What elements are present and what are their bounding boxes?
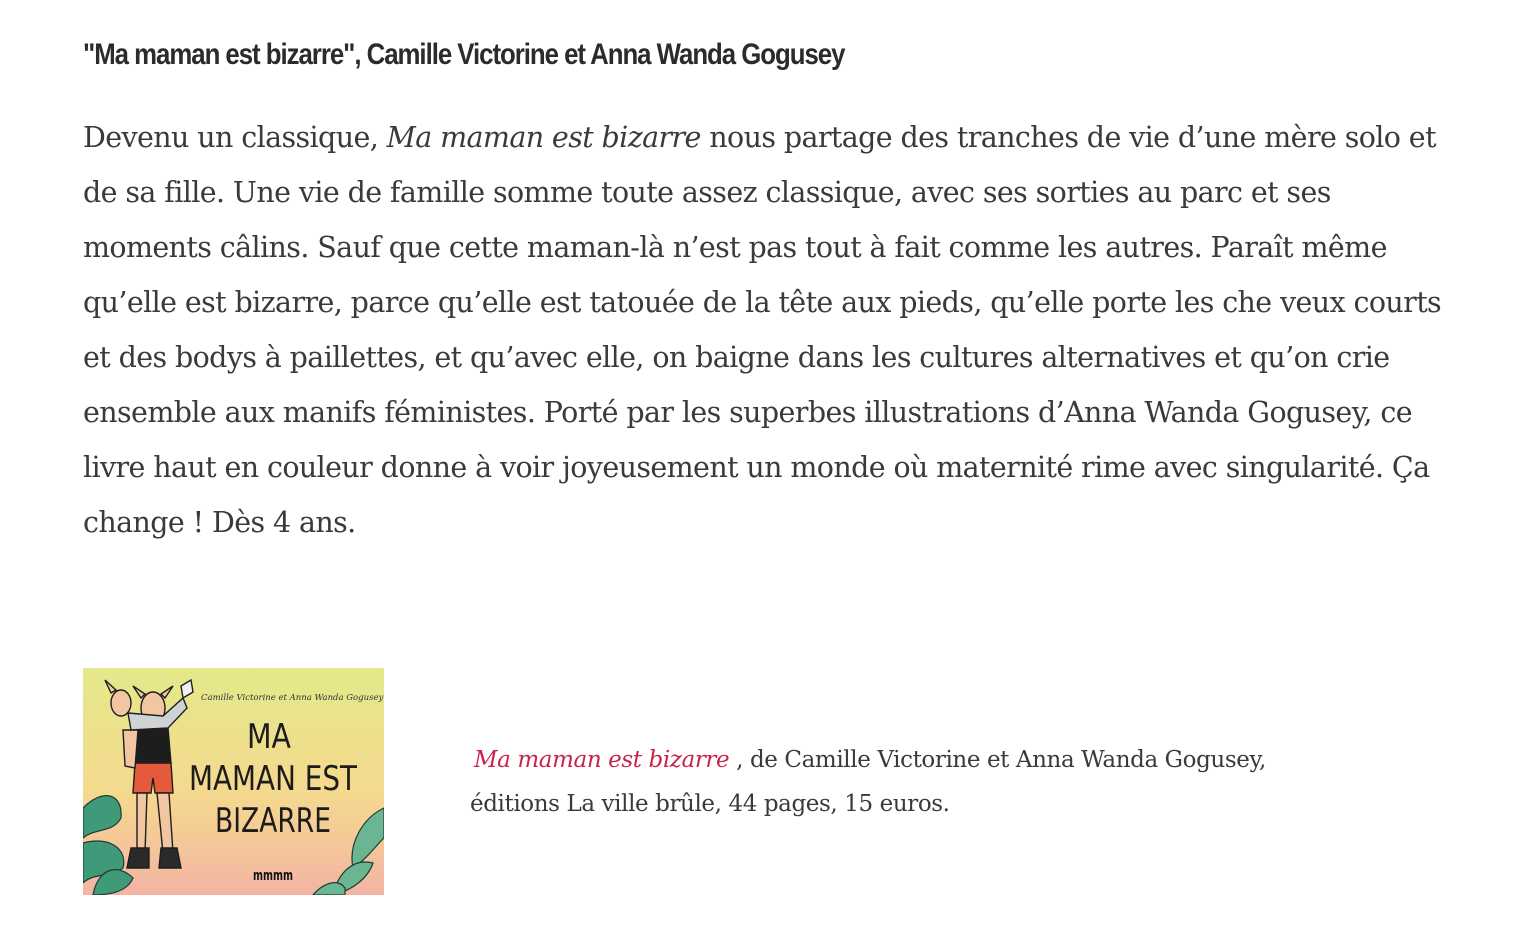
article-heading: "Ma maman est bizarre", Camille Victorine et Anna Wanda Gogusey bbox=[83, 38, 845, 71]
book-caption-details-line2: éditions La ville brûle, 44 pages, 15 euros. bbox=[470, 791, 950, 817]
book-caption-details-line1: , de Camille Victorine et Anna Wanda Gogusey, bbox=[729, 747, 1266, 773]
book-caption bbox=[470, 738, 1470, 826]
book-cover-image[interactable] bbox=[83, 668, 384, 895]
cover-publisher-logo: mmmm bbox=[253, 868, 293, 884]
book-title-link[interactable]: Ma maman est bizarre bbox=[474, 747, 730, 773]
paragraph-intro: Devenu un classique, bbox=[83, 121, 387, 154]
cover-title-line1: MA bbox=[247, 717, 291, 757]
article-paragraph bbox=[83, 110, 1463, 550]
cover-title-line2: MAMAN EST bbox=[189, 759, 358, 799]
cover-authors-line: Camille Victorine et Anna Wanda Gogusey bbox=[201, 693, 384, 703]
cover-title-line3: BIZARRE bbox=[215, 801, 331, 841]
paragraph-body: nous partage des tranches de vie d’une mère solo et de sa fille. Une vie de famille somme toute assez classique, avec ses sorties au parc et ses moments câlins. Sauf que cette maman-là n’est pas tout à fait comme les autres. Paraît même qu’elle est bizarre, parce qu’elle est tatouée de la tête aux pieds, qu’elle porte les che veux courts et des bodys à paillettes, et qu’avec elle, on baigne dans les cultures alternatives et qu’on crie ensemble aux manifs féministes. Porté par les superbes illustrations d’Anna Wanda Gogusey, ce livre haut en couleur donne à voir joyeusement un monde où maternité rime avec singularité. Ça change ! Dès 4 ans. bbox=[83, 121, 1442, 539]
paragraph-book-title: Ma maman est bizarre bbox=[386, 121, 701, 154]
